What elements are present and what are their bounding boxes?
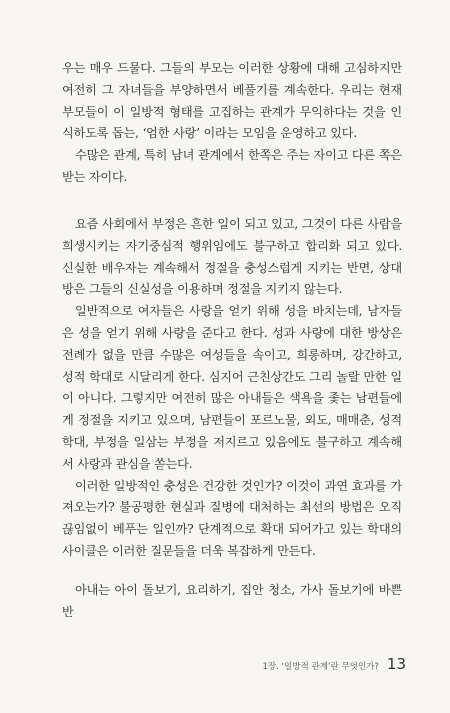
text-block-bottom xyxy=(62,580,402,624)
paragraph: 아내는 아이 돌보기, 요리하기, 집안 청소, 가사 돌보기에 바쁜 반 xyxy=(62,583,402,619)
text-block-middle xyxy=(62,214,402,563)
paragraph: 일반적으로 여자들은 사랑을 얻기 위해 성을 바치는데, 남자들은 성을 얻기 위해 사랑을 준다고 한다. 성과 사랑에 대한 방상은 전례가 없을 만큼 수많은 여성들을 속이고, 희롱하며, 강간하고, 성적 학대로 시달리게 한다. 심지어 근친상간도 그리 놀랄 만한 일이 아니다. 그렇지만 여전히 많은 아내들은 색욕을 좇는 남편들에게 정절을 지키고 있으며, 남편들이 포르노물, 외도, 매매춘, 성적 학대, 부정을 일삼는 부정을 저지르고 있음에도 불구하고 계속해서 사랑과 관심을 쏟는다. xyxy=(62,304,402,471)
text-block-top xyxy=(62,58,402,189)
paragraph: 이러한 일방적인 충성은 건강한 것인가? 이것이 과연 효과를 가져오는가? 불공평한 현실과 질병에 대처하는 최선의 방법은 오직 끊임없이 베푸는 일인까? 단계적으로 확대 되어가고 있는 학대의 사이클은 이러한 질문들을 더욱 복잡하게 만든다. xyxy=(62,478,402,558)
paragraph: 요즘 사회에서 부정은 흔한 일이 되고 있고, 그것이 다른 사람을 희생시키는 자기중심적 행위임에도 불구하고 합리화 되고 있다. 신실한 배우자는 계속해서 정절을 충성스럽게 지키는 반면, 상대방은 그들의 신실성을 이용하며 정절을 지키지 않는다. xyxy=(62,217,402,297)
page-footer xyxy=(262,655,406,673)
paragraph: 우는 매우 드물다. 그들의 부모는 이러한 상황에 대해 고심하지만 여전히 그 자녀들을 부양하면서 베풀기를 계속한다. 우리는 현재 부모들이 이 일방적 형태를 고집하는 관계가 무익하다는 것을 인식하도록 돕는, ‘엄한 사랑’ 이라는 모임을 운영하고 있다. xyxy=(62,61,402,141)
running-footer-title: 1장. ‘일방적 관계’란 무엇인가? xyxy=(262,662,379,672)
page-number: 13 xyxy=(386,655,406,673)
paragraph: 수많은 관계, 특히 남녀 관계에서 한쪽은 주는 자이고 다른 쪽은 받는 자이다. xyxy=(62,148,402,184)
